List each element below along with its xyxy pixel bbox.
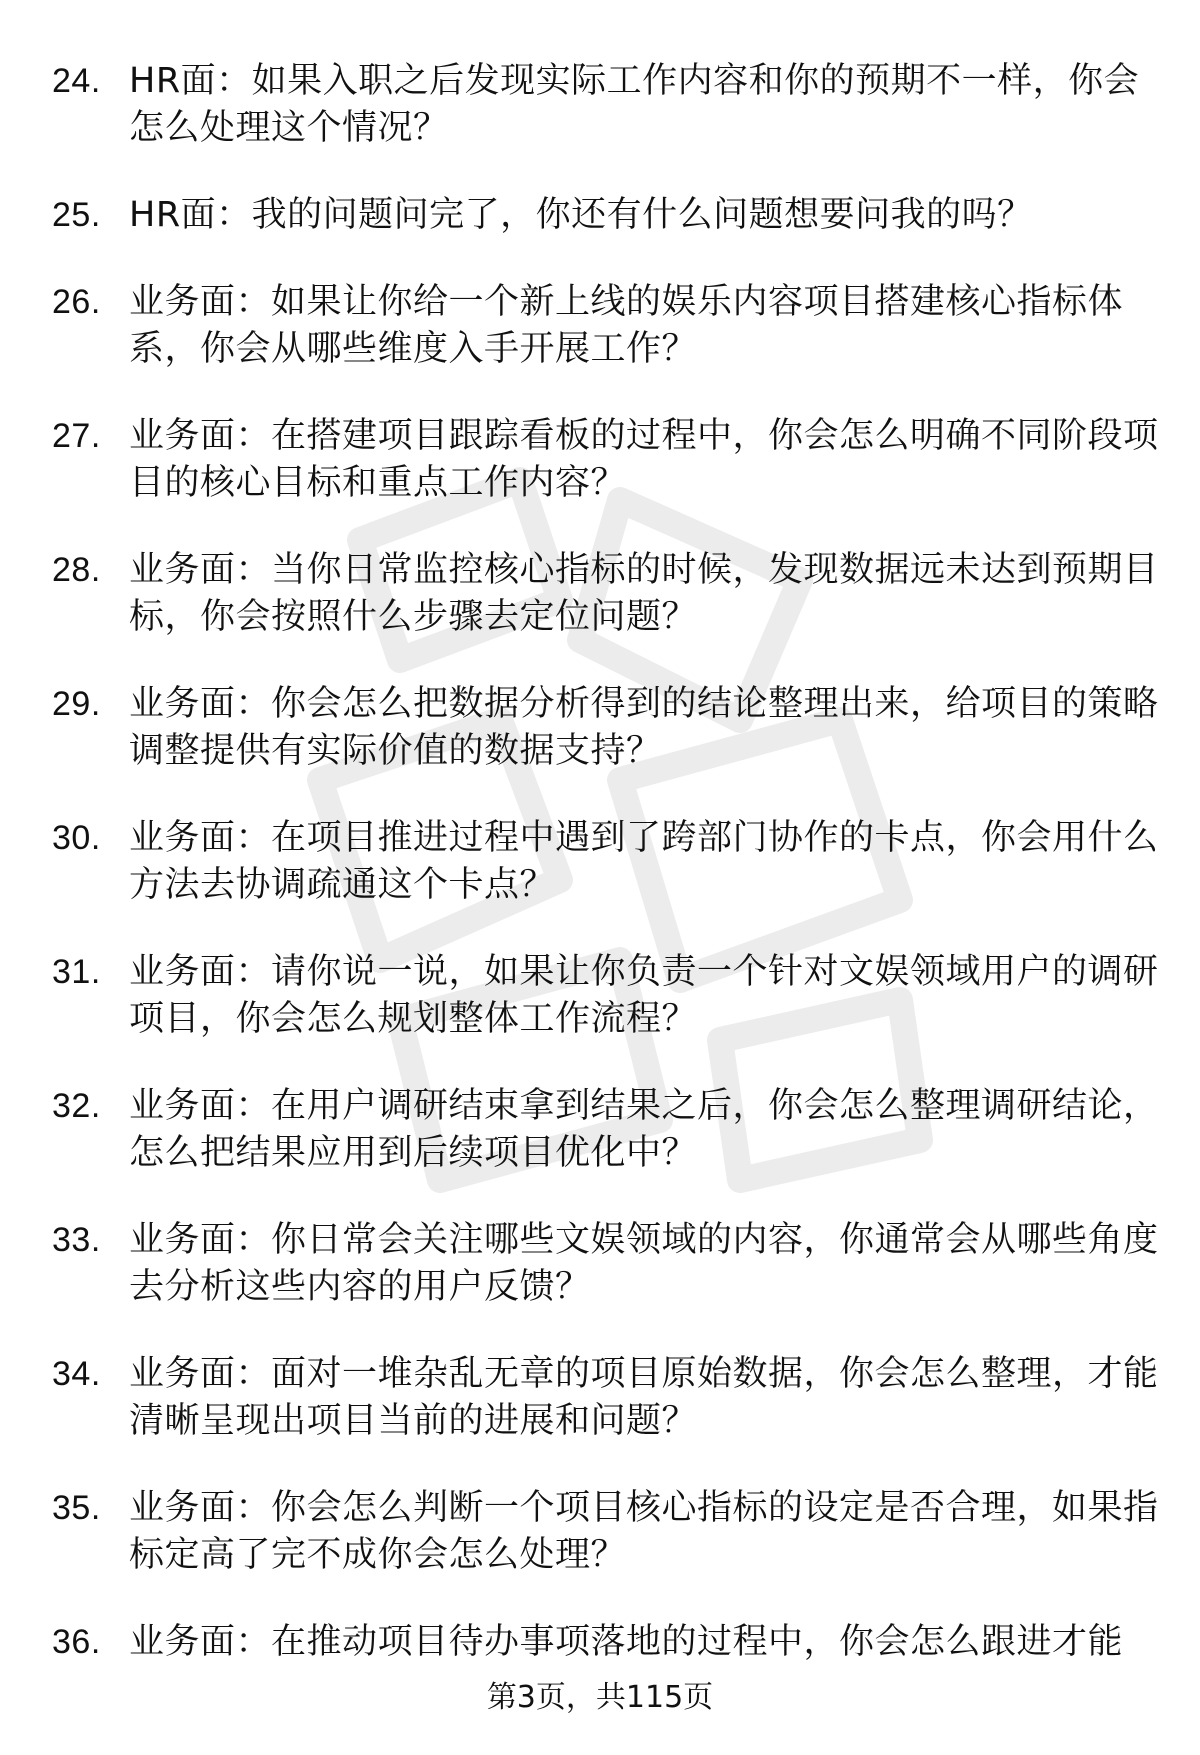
question-number: 33.	[52, 1221, 101, 1259]
question-text: 业务面：当你日常监控核心指标的时候，发现数据远未达到预期目标，你会按照什么步骤去定位问题？	[129, 550, 1159, 637]
question-number: 27.	[52, 417, 101, 455]
question-item-29	[52, 681, 1162, 775]
question-text: 业务面：在搭建项目跟踪看板的过程中，你会怎么明确不同阶段项目的核心目标和重点工作内容？	[129, 416, 1159, 503]
question-number: 25.	[52, 196, 101, 234]
question-item-28	[52, 547, 1162, 641]
question-item-27	[52, 413, 1162, 507]
question-text: 业务面：在用户调研结束拿到结果之后，你会怎么整理调研结论，怎么把结果应用到后续项目优化中？	[129, 1086, 1159, 1173]
question-text: 业务面：请你说一说，如果让你负责一个针对文娱领域用户的调研项目，你会怎么规划整体工作流程？	[129, 952, 1159, 1039]
question-number: 24.	[52, 62, 101, 100]
question-number: 26.	[52, 283, 101, 321]
question-text: 业务面：你日常会关注哪些文娱领域的内容，你通常会从哪些角度去分析这些内容的用户反馈？	[129, 1220, 1159, 1307]
question-text: 业务面：你会怎么判断一个项目核心指标的设定是否合理，如果指标定高了完不成你会怎么处理？	[129, 1488, 1159, 1575]
question-item-30	[52, 815, 1162, 909]
question-text: 业务面：在推动项目待办事项落地的过程中，你会怎么跟进才能	[129, 1622, 1124, 1662]
question-text: 业务面：面对一堆杂乱无章的项目原始数据，你会怎么整理，才能清晰呈现出项目当前的进展和问题？	[129, 1354, 1159, 1441]
question-item-36	[52, 1619, 1162, 1666]
question-item-26	[52, 279, 1162, 373]
question-list	[52, 58, 1162, 1706]
question-number: 28.	[52, 551, 101, 589]
question-number: 29.	[52, 685, 101, 723]
question-item-24	[52, 58, 1162, 152]
question-number: 30.	[52, 819, 101, 857]
question-number: 31.	[52, 953, 101, 991]
page-number-footer: 第3页，共115页	[486, 1680, 714, 1715]
question-text: 业务面：在项目推进过程中遇到了跨部门协作的卡点，你会用什么方法去协调疏通这个卡点？	[129, 818, 1159, 905]
question-item-25	[52, 192, 1162, 239]
question-item-31	[52, 949, 1162, 1043]
question-text: HR面：我的问题问完了，你还有什么问题想要问我的吗？	[129, 195, 1033, 235]
question-text: 业务面：你会怎么把数据分析得到的结论整理出来，给项目的策略调整提供有实际价值的数据支持？	[129, 684, 1159, 771]
question-item-33	[52, 1217, 1162, 1311]
question-item-35	[52, 1485, 1162, 1579]
question-item-34	[52, 1351, 1162, 1445]
question-number: 34.	[52, 1355, 101, 1393]
question-number: 36.	[52, 1623, 101, 1661]
question-text: 业务面：如果让你给一个新上线的娱乐内容项目搭建核心指标体系，你会从哪些维度入手开展工作？	[129, 282, 1124, 369]
question-number: 35.	[52, 1489, 101, 1527]
question-number: 32.	[52, 1087, 101, 1125]
question-text: HR面：如果入职之后发现实际工作内容和你的预期不一样，你会怎么处理这个情况？	[129, 61, 1140, 148]
question-item-32	[52, 1083, 1162, 1177]
